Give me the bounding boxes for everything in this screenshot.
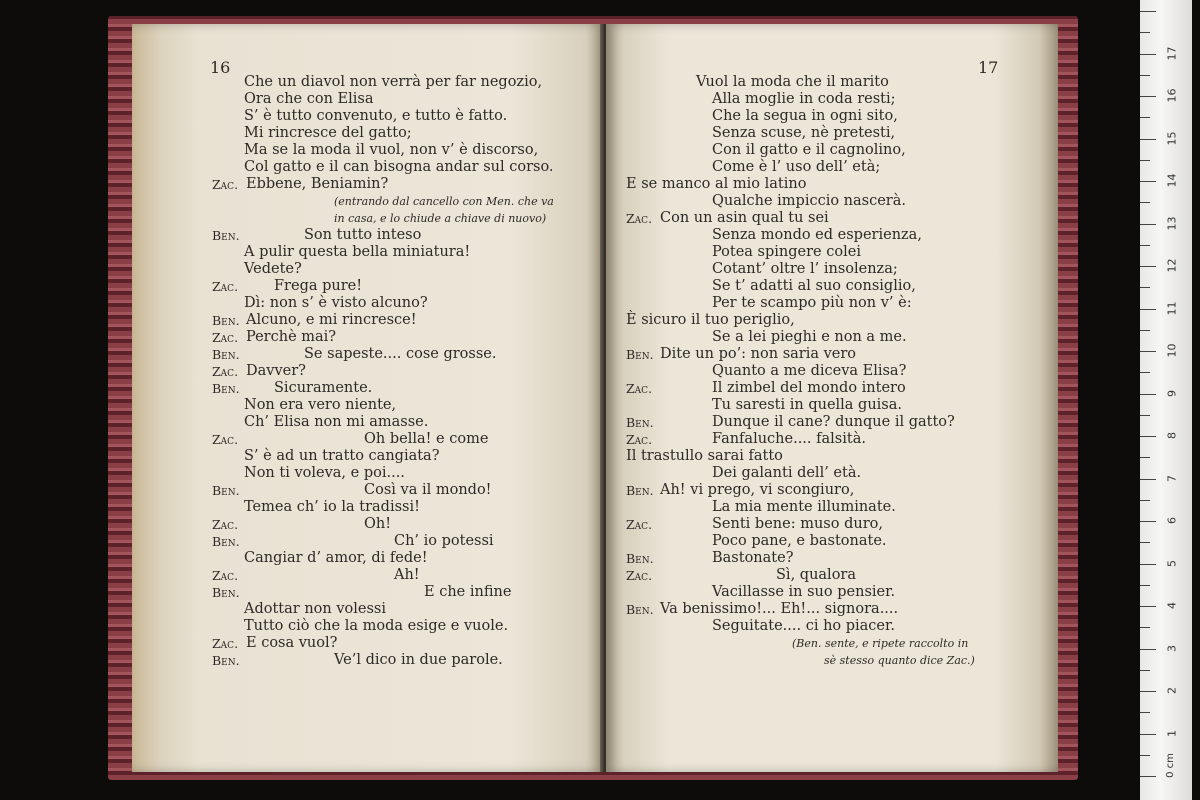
verse-line: [132, 108, 604, 125]
line-text: Se sapeste.... cose grosse.: [304, 346, 497, 362]
stage-direction-line: [132, 210, 604, 227]
speaker-label: Ben.: [212, 534, 240, 549]
ruler-tick: [1140, 734, 1156, 735]
verse-line: [132, 312, 604, 329]
speaker-label: Zac.: [212, 330, 239, 345]
speaker-label: Ben.: [626, 347, 654, 362]
verse-line: [132, 431, 604, 448]
ruler-tick: [1140, 585, 1150, 586]
line-text: Non era vero niente,: [244, 397, 397, 413]
ruler-number: 8: [1165, 432, 1179, 439]
ruler-tick: [1140, 224, 1156, 225]
stage-direction-line: [132, 193, 604, 210]
line-text: Ma se la moda il vuol, non v’ è discorso,: [244, 142, 539, 158]
verse-line: [132, 635, 604, 652]
line-text: Perchè mai?: [246, 329, 337, 345]
line-text: (entrando dal cancello con Men. che va: [334, 195, 554, 208]
line-text: Con un asin qual tu sei: [660, 210, 829, 226]
verse-line: [132, 142, 604, 159]
line-text: Che la segua in ogni sito,: [712, 108, 898, 124]
verse-line: [606, 91, 1058, 108]
line-text: Ch’ Elisa non mi amasse.: [244, 414, 429, 430]
ruler-number: 6: [1165, 517, 1179, 524]
line-text: Dite un po’: non saria vero: [660, 346, 857, 362]
verse-line: [132, 397, 604, 414]
ruler-tick: [1140, 117, 1150, 118]
line-text: Cangiar d’ amor, di fede!: [244, 550, 428, 566]
verse-line: [132, 91, 604, 108]
verse-line: [606, 533, 1058, 550]
line-text: sè stesso quanto dice Zac.): [824, 654, 975, 667]
speaker-label: Ben.: [212, 347, 240, 362]
ruler-number: 4: [1165, 602, 1179, 609]
verse-line: [132, 125, 604, 142]
ruler-unit-label: 0 cm: [1164, 753, 1176, 778]
ruler-tick: [1140, 202, 1150, 203]
line-text: Ebbene, Beniamin?: [246, 176, 389, 192]
ruler-number: 2: [1165, 687, 1179, 694]
verse-line: [606, 261, 1058, 278]
ruler-tick: [1140, 606, 1156, 607]
speaker-label: Ben.: [212, 381, 240, 396]
verse-line: [606, 74, 1058, 91]
line-text: Ah! vi prego, vi scongiuro,: [660, 482, 855, 498]
ruler-tick: [1140, 500, 1150, 501]
line-text: Così va il mondo!: [364, 482, 492, 498]
verse-line: [132, 652, 604, 669]
ruler-tick: [1140, 351, 1156, 352]
line-text: Col gatto e il can bisogna andar sul corso.: [244, 159, 554, 175]
verse-line: [132, 227, 604, 244]
line-text: Tutto ciò che la moda esige e vuole.: [244, 618, 509, 634]
verse-line: [132, 550, 604, 567]
speaker-label: Zac.: [212, 636, 239, 651]
verse-line: [606, 482, 1058, 499]
verse-line: [606, 278, 1058, 295]
page-number: 16: [210, 58, 231, 77]
verse-line: [132, 74, 604, 91]
verse-line: [132, 465, 604, 482]
line-text: Ora che con Elisa: [244, 91, 374, 107]
ruler-tick: [1140, 287, 1150, 288]
line-text: E che infine: [424, 584, 512, 600]
line-text: Cotant’ oltre l’ insolenza;: [712, 261, 898, 277]
speaker-label: Zac.: [212, 517, 239, 532]
verse-line: [606, 210, 1058, 227]
verse-line: [606, 227, 1058, 244]
line-text: Se a lei pieghi e non a me.: [712, 329, 907, 345]
verse-line: [606, 312, 1058, 329]
ruler-tick: [1140, 309, 1156, 310]
line-text: Tu saresti in quella guisa.: [712, 397, 903, 413]
ruler-number: 11: [1165, 301, 1179, 315]
speaker-label: Ben.: [212, 585, 240, 600]
line-text: Il zimbel del mondo intero: [712, 380, 906, 396]
line-text: Potea spingere colei: [712, 244, 861, 260]
ruler-tick: [1140, 457, 1150, 458]
line-text: Per te scampo più non v’ è:: [712, 295, 912, 311]
ruler-tick: [1140, 11, 1156, 12]
line-text: A pulir questa bella miniatura!: [244, 244, 471, 260]
ruler-tick: [1140, 479, 1156, 480]
verse-line: [606, 176, 1058, 193]
ruler-tick: [1140, 415, 1150, 416]
line-text: Poco pane, e bastonate.: [712, 533, 887, 549]
speaker-label: Zac.: [212, 432, 239, 447]
ruler-tick: [1140, 542, 1150, 543]
page-number: 17: [978, 58, 999, 77]
ruler-number: 17: [1165, 46, 1179, 60]
ruler-number: 15: [1165, 131, 1179, 145]
line-text: Ah!: [394, 567, 420, 583]
verse-line: [132, 346, 604, 363]
verse-line: [132, 533, 604, 550]
verse-line: [606, 448, 1058, 465]
line-text: Mi rincresce del gatto;: [244, 125, 412, 141]
verse-line: [132, 618, 604, 635]
verse-line: [606, 244, 1058, 261]
verse-line: [606, 346, 1058, 363]
verse-line: [606, 125, 1058, 142]
speaker-label: Zac.: [212, 364, 239, 379]
ruler-tick: [1140, 266, 1156, 267]
line-text: Dì: non s’ è visto alcuno?: [244, 295, 428, 311]
right-page-text: [606, 74, 1058, 669]
ruler-tick: [1140, 776, 1156, 777]
line-text: Senti bene: muso duro,: [712, 516, 883, 532]
speaker-label: Ben.: [626, 551, 654, 566]
ruler-number: 16: [1165, 88, 1179, 103]
verse-line: [132, 499, 604, 516]
stage-direction-line: [606, 635, 1058, 652]
line-text: (Ben. sente, e ripete raccolto in: [792, 637, 969, 650]
ruler-tick: [1140, 521, 1156, 522]
verse-line: [132, 363, 604, 380]
line-text: Se t’ adatti al suo consiglio,: [712, 278, 916, 294]
ruler-tick: [1140, 627, 1150, 628]
verse-line: [606, 618, 1058, 635]
verse-line: [132, 601, 604, 618]
line-text: Fanfaluche.... falsità.: [712, 431, 866, 447]
speaker-label: Zac.: [626, 517, 653, 532]
line-text: Dei galanti dell’ età.: [712, 465, 862, 481]
ruler-tick: [1140, 691, 1156, 692]
left-page: [132, 24, 604, 772]
line-text: E cosa vuol?: [246, 635, 338, 651]
verse-line: [606, 499, 1058, 516]
speaker-label: Ben.: [626, 602, 654, 617]
ruler-tick: [1140, 54, 1156, 55]
verse-line: [132, 414, 604, 431]
ruler-tick: [1140, 32, 1150, 33]
verse-line: [606, 142, 1058, 159]
line-text: Senza scuse, nè pretesti,: [712, 125, 896, 141]
line-text: Va benissimo!... Eh!... signora....: [660, 601, 899, 617]
speaker-label: Ben.: [212, 653, 240, 668]
verse-line: [132, 278, 604, 295]
line-text: Dunque il cane? dunque il gatto?: [712, 414, 955, 430]
verse-line: [606, 567, 1058, 584]
left-page-text: [132, 74, 604, 669]
ruler-number: 9: [1165, 389, 1179, 397]
line-text: Non ti voleva, e poi....: [244, 465, 405, 481]
speaker-label: Zac.: [626, 568, 653, 583]
verse-line: [606, 397, 1058, 414]
right-page: [606, 24, 1058, 772]
ruler-tick: [1140, 181, 1156, 182]
line-text: Frega pure!: [274, 278, 363, 294]
ruler-tick: [1140, 160, 1150, 161]
verse-line: [606, 431, 1058, 448]
line-text: Vacillasse in suo pensier.: [712, 584, 896, 600]
verse-line: [132, 567, 604, 584]
speaker-label: Ben.: [626, 415, 654, 430]
line-text: Ve’l dico in due parole.: [334, 652, 503, 668]
speaker-label: Zac.: [212, 177, 239, 192]
line-text: È sicuro il tuo periglio,: [626, 312, 795, 328]
verse-line: [132, 159, 604, 176]
line-text: Qualche impiccio nascerà.: [712, 193, 906, 209]
ruler-number: 14: [1165, 173, 1179, 188]
ruler-number: 10: [1165, 343, 1179, 358]
line-text: Che un diavol non verrà per far negozio,: [244, 74, 543, 90]
stage-direction-line: [606, 652, 1058, 669]
speaker-label: Zac.: [626, 381, 653, 396]
line-text: Alcuno, e mi rincresce!: [246, 312, 417, 328]
speaker-label: Zac.: [626, 432, 653, 447]
ruler-tick: [1140, 394, 1156, 395]
line-text: Sicuramente.: [274, 380, 373, 396]
speaker-label: Ben.: [212, 313, 240, 328]
line-text: Quanto a me diceva Elisa?: [712, 363, 907, 379]
measuring-ruler: [1140, 0, 1192, 800]
line-text: Vuol la moda che il marito: [696, 74, 889, 90]
speaker-label: Ben.: [212, 228, 240, 243]
line-text: Seguitate.... ci ho piacer.: [712, 618, 895, 634]
verse-line: [606, 414, 1058, 431]
ruler-tick: [1140, 96, 1156, 97]
ruler-tick: [1140, 712, 1150, 713]
line-text: Come è l’ uso dell’ età;: [712, 159, 881, 175]
speaker-label: Zac.: [212, 568, 239, 583]
line-text: Con il gatto e il cagnolino,: [712, 142, 906, 158]
ruler-tick: [1140, 670, 1150, 671]
ruler-tick: [1140, 564, 1156, 565]
line-text: Son tutto inteso: [304, 227, 422, 243]
verse-line: [606, 159, 1058, 176]
verse-line: [606, 584, 1058, 601]
ruler-tick: [1140, 245, 1150, 246]
speaker-label: Zac.: [212, 279, 239, 294]
verse-line: [606, 193, 1058, 210]
ruler-tick: [1140, 372, 1150, 373]
verse-line: [606, 363, 1058, 380]
line-text: S’ è tutto convenuto, e tutto è fatto.: [244, 108, 508, 124]
ruler-number: 3: [1165, 644, 1179, 652]
verse-line: [606, 601, 1058, 618]
ruler-number: 5: [1165, 559, 1179, 567]
ruler-tick: [1140, 755, 1150, 756]
ruler-tick: [1140, 139, 1156, 140]
speaker-label: Ben.: [626, 483, 654, 498]
line-text: Alla moglie in coda resti;: [712, 91, 896, 107]
line-text: Oh bella! e come: [364, 431, 489, 447]
verse-line: [606, 329, 1058, 346]
ruler-number: 1: [1165, 729, 1179, 737]
line-text: Sì, qualora: [776, 567, 856, 583]
line-text: Bastonate?: [712, 550, 794, 566]
verse-line: [132, 261, 604, 278]
verse-line: [132, 584, 604, 601]
speaker-label: Ben.: [212, 483, 240, 498]
line-text: E se manco al mio latino: [626, 176, 807, 192]
ruler-number: 12: [1165, 258, 1179, 273]
ruler-tick: [1140, 649, 1156, 650]
speaker-label: Zac.: [626, 211, 653, 226]
verse-line: [132, 176, 604, 193]
line-text: Senza mondo ed esperienza,: [712, 227, 922, 243]
ruler-tick: [1140, 436, 1156, 437]
line-text: Il trastullo sarai fatto: [626, 448, 783, 464]
verse-line: [606, 108, 1058, 125]
verse-line: [132, 482, 604, 499]
verse-line: [606, 465, 1058, 482]
ruler-tick: [1140, 330, 1150, 331]
line-text: Davver?: [246, 363, 306, 379]
ruler-number: 7: [1165, 474, 1179, 482]
verse-line: [132, 244, 604, 261]
line-text: Oh!: [364, 516, 392, 532]
line-text: S’ è ad un tratto cangiata?: [244, 448, 440, 464]
line-text: Temea ch’ io la tradissi!: [244, 499, 420, 515]
ruler-number: 13: [1165, 216, 1179, 230]
line-text: La mia mente illuminate.: [712, 499, 896, 515]
line-text: Adottar non volessi: [244, 601, 386, 617]
line-text: Vedete?: [244, 261, 302, 277]
verse-line: [132, 516, 604, 533]
verse-line: [132, 380, 604, 397]
verse-line: [606, 516, 1058, 533]
verse-line: [132, 295, 604, 312]
verse-line: [132, 448, 604, 465]
verse-line: [132, 329, 604, 346]
verse-line: [606, 550, 1058, 567]
verse-line: [606, 380, 1058, 397]
verse-line: [606, 295, 1058, 312]
line-text: in casa, e lo chiude a chiave di nuovo): [334, 212, 547, 225]
ruler-tick: [1140, 75, 1150, 76]
line-text: Ch’ io potessi: [394, 533, 494, 549]
